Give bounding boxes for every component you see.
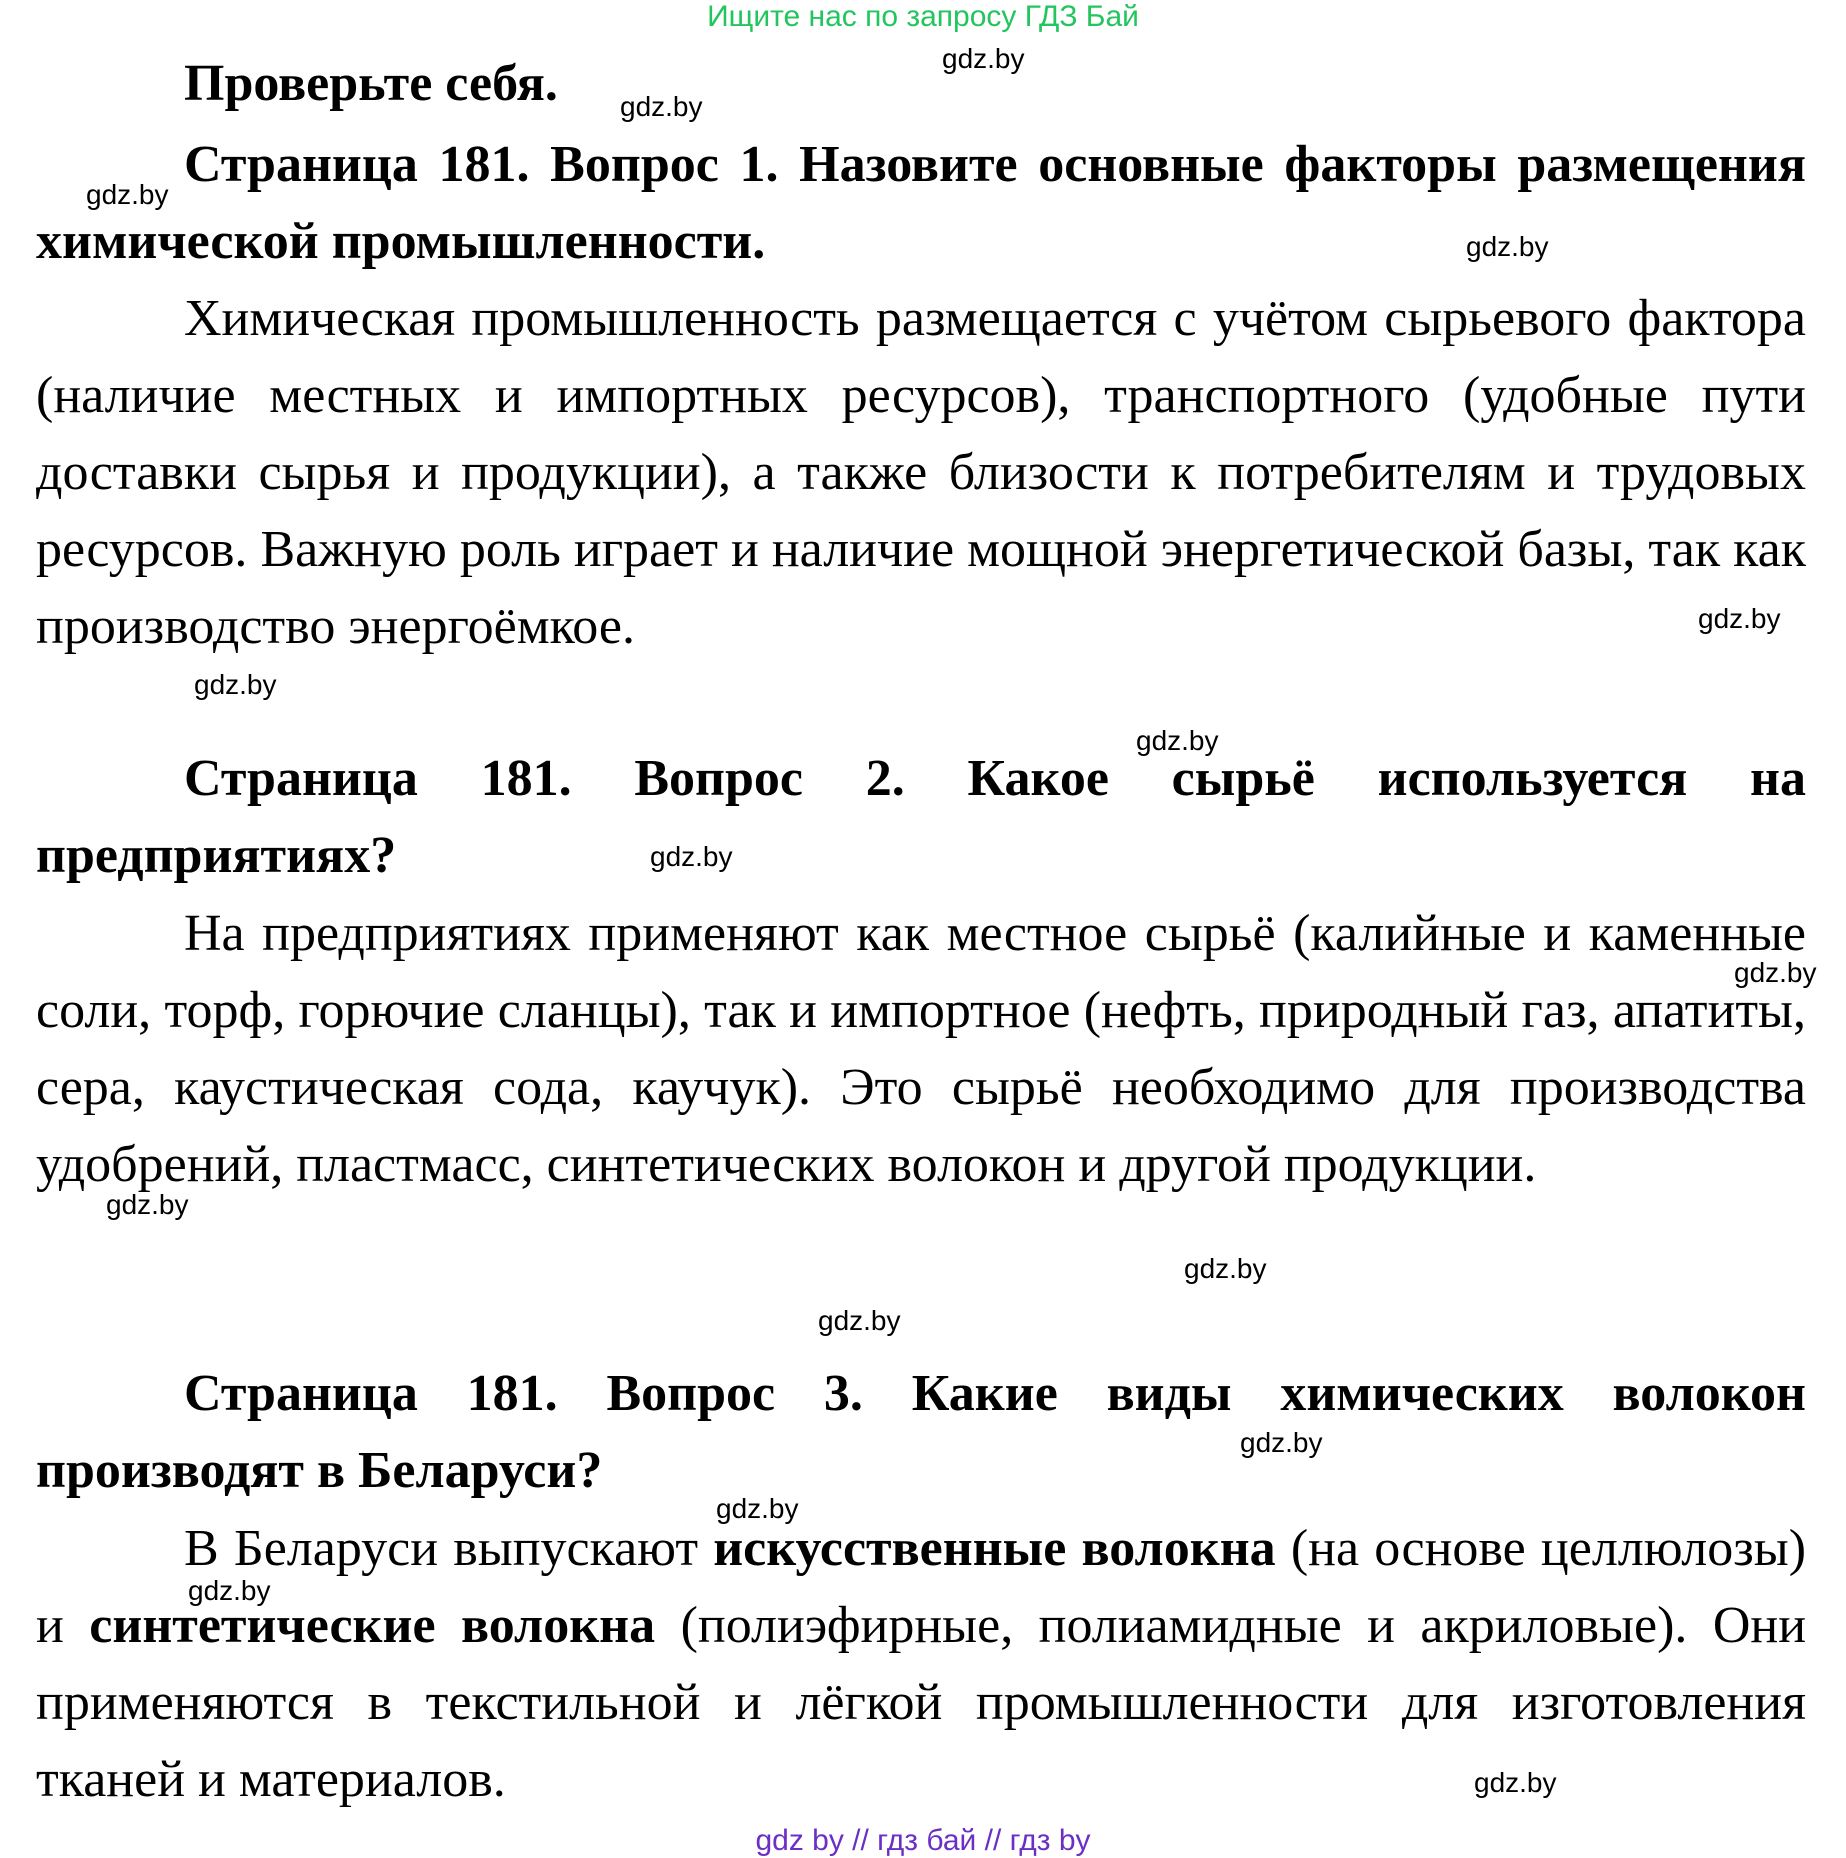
watermark: gdz.by [1734,957,1817,988]
top-banner: Ищите нас по запросу ГДЗ Бай [707,0,1139,33]
answer-3-text-2: (на основе целлюлозы) и [36,1520,1807,1654]
watermark: gdz.by [1466,231,1549,262]
watermark: gdz.by [1240,1427,1323,1458]
question-2-answer: На предприятиях применяют как местное сырьё (калийные и каменные соли, торф, горючие сланцы), так и импортное (нефть, природный газ, апатиты, сера, каустическая сода, каучук). Это сырьё необходимо для производства удобрений, пластмасс, синтетических волокон и другой продукции. [36,905,1806,1193]
footer-links: gdz by // гдз бай // гдз by [755,1824,1091,1857]
watermark: gdz.by [194,669,277,700]
watermark: gdz.by [188,1575,271,1606]
section-heading: Проверьте себя. [184,55,558,112]
question-3-title: Страница 181. Вопрос 3. Какие виды химических волокон производят в Беларуси? [36,1365,1806,1499]
watermark: gdz.by [942,43,1025,74]
watermark: gdz.by [620,91,703,122]
watermark: gdz.by [106,1189,189,1220]
answer-3-bold-2: синтетические волокна [89,1597,656,1654]
question-1-answer: Химическая промышленность размещается с учётом сырьевого фактора (наличие местных и импортных ресурсов), транспортного (удобные пути доставки сырья и продукции), а также близости к потребителям и трудовых ресурсов. Важную роль играет и наличие мощной энергетической базы, так как производство энергоёмкое. [36,290,1806,655]
watermark: gdz.by [1184,1253,1267,1284]
watermark: gdz.by [86,179,169,210]
watermark: gdz.by [1136,725,1219,756]
answer-3-text-3: (полиэфирные, полиамидные и акриловые). Они применяются в текстильной и лёгкой промышленности для изготовления тканей и материалов. [36,1597,1807,1808]
watermark: gdz.by [1698,603,1781,634]
watermark: gdz.by [716,1493,799,1524]
answer-3-bold-1: искусственные волокна [713,1520,1276,1577]
answer-3-text-1: В Беларуси выпускают [184,1520,699,1577]
question-1-title: Страница 181. Вопрос 1. Назовите основные факторы размещения химической промышленности. [36,136,1806,270]
watermark: gdz.by [650,841,733,872]
watermark: gdz.by [1474,1767,1557,1798]
question-2-title: Страница 181. Вопрос 2. Какое сырьё используется на предприятиях? [36,750,1806,884]
watermark: gdz.by [818,1305,901,1336]
